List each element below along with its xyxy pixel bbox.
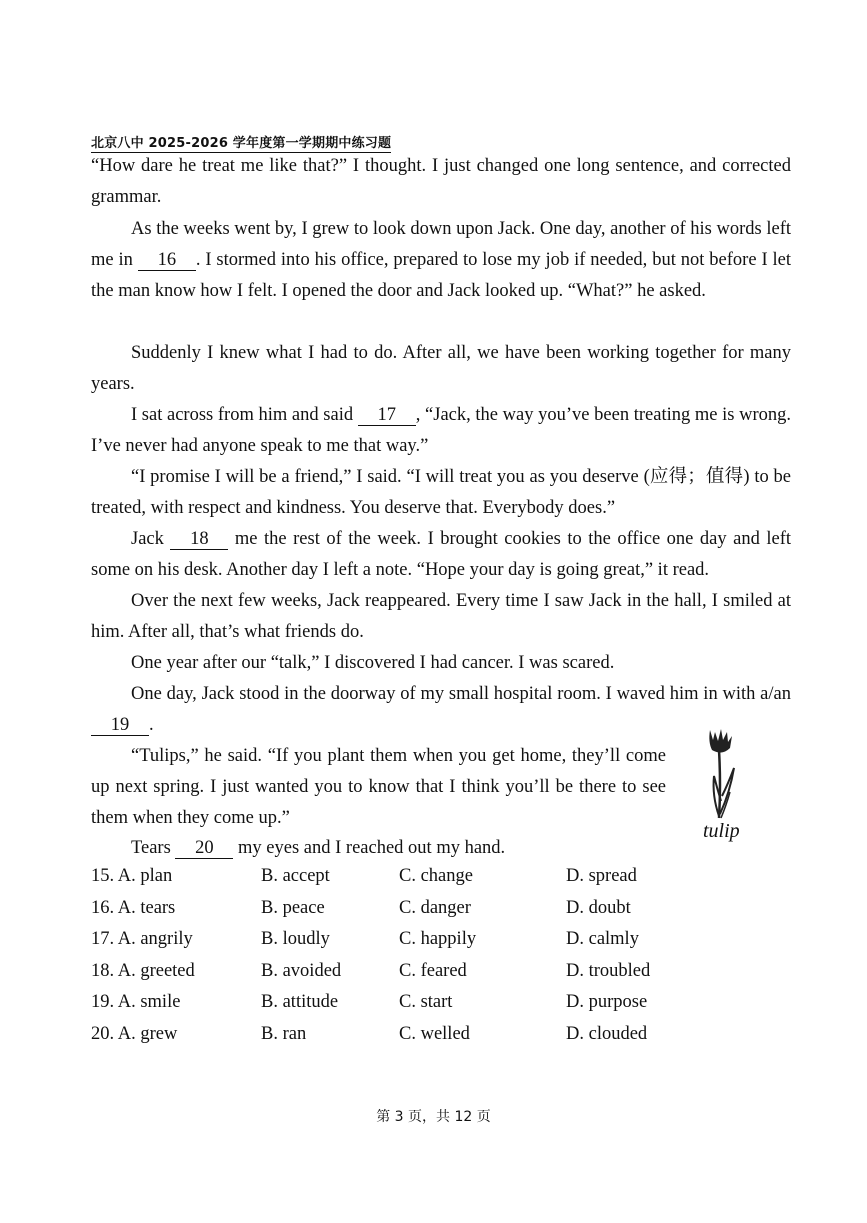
paragraph-9: One day, Jack stood in the doorway of my small hospital room. I waved him in with a/an 19 . <box>91 679 791 741</box>
option-18-a[interactable]: 18. A. greeted <box>91 960 195 981</box>
option-20-c[interactable]: C. welled <box>399 1023 470 1044</box>
paragraph-4: I sat across from him and said 17 , “Jack, the way you’ve been treating me is wrong. I’ve never had anyone speak to me that way.” <box>91 405 792 456</box>
question-15-options <box>91 866 711 898</box>
option-20-b[interactable]: B. ran <box>261 1023 307 1044</box>
question-16-options <box>91 898 711 930</box>
option-17-c[interactable]: C. happily <box>399 929 477 949</box>
option-15-a[interactable]: 15. A. plan <box>91 866 173 886</box>
paragraph-2: As the weeks went by, I grew to look down upon Jack. One day, another of his words left me in 16 . I stormed into his office, prepared to lose my job if needed, but not before I let the man know how I felt. I opened the door and Jack looked up. “What?” he asked. <box>91 219 792 301</box>
blank-18[interactable]: 18 <box>170 529 228 550</box>
option-18-d[interactable]: D. troubled <box>566 960 651 981</box>
option-19-d[interactable]: D. purpose <box>566 992 648 1012</box>
tulip-icon <box>700 726 760 826</box>
blank-20[interactable]: 20 <box>175 838 233 859</box>
option-20-d[interactable]: D. clouded <box>566 1023 648 1044</box>
option-15-c[interactable]: C. change <box>399 866 473 886</box>
tulip-caption: tulip <box>703 820 740 842</box>
option-17-d[interactable]: D. calmly <box>566 929 639 949</box>
paragraph-3: Suddenly I knew what I had to do. After all, we have been working together for many years. <box>91 343 791 394</box>
option-15-b[interactable]: B. accept <box>261 866 330 886</box>
blank-17[interactable]: 17 <box>358 405 416 426</box>
question-20-options <box>91 1024 711 1056</box>
option-15-d[interactable]: D. spread <box>566 866 637 886</box>
paragraph-1: “How dare he treat me like that?” I thought. I just changed one long sentence, and corrected grammar. <box>91 156 791 207</box>
question-19-options <box>91 992 711 1024</box>
blank-19[interactable]: 19 <box>91 715 149 736</box>
page-number-footer: 第 3 页，共 12 页 <box>376 1109 491 1125</box>
option-20-a[interactable]: 20. A. grew <box>91 1023 178 1044</box>
paragraph-10: “Tulips,” he said. “If you plant them when you get home, they’ll come up next spring. I just wanted you to know that I think you’ll be there to see them when they come up.” <box>91 746 666 828</box>
question-17-options <box>91 929 711 961</box>
option-17-a[interactable]: 17. A. angrily <box>91 929 193 949</box>
option-18-c[interactable]: C. feared <box>399 960 467 981</box>
option-16-c[interactable]: C. danger <box>399 897 471 918</box>
paragraph-5: “I promise I will be a friend,” I said. “I will treat you as you deserve (应得；值得) to be treated, with respect and kindness. You deserve that. Everybody does.” <box>91 467 791 518</box>
paragraph-7: Over the next few weeks, Jack reappeared. Every time I saw Jack in the hall, I smiled at him. After all, that’s what friends do. <box>91 591 791 642</box>
option-17-b[interactable]: B. loudly <box>261 929 330 949</box>
option-16-a[interactable]: 16. A. tears <box>91 897 176 918</box>
blank-16[interactable]: 16 <box>138 250 196 271</box>
option-16-b[interactable]: B. peace <box>261 897 325 918</box>
option-19-a[interactable]: 19. A. smile <box>91 992 181 1012</box>
exam-header: 北京八中 2025-2026 学年度第一学期期中练习题 <box>91 132 391 153</box>
paragraph-6: Jack 18 me the rest of the week. I brought cookies to the office one day and left some on his desk. Another day I left a note. “Hope your day is going great,” it read. <box>91 529 791 580</box>
option-16-d[interactable]: D. doubt <box>566 897 631 918</box>
option-18-b[interactable]: B. avoided <box>261 960 342 981</box>
options-list <box>91 866 711 1055</box>
option-19-b[interactable]: B. attitude <box>261 992 339 1012</box>
option-19-c[interactable]: C. start <box>399 992 453 1012</box>
question-18-options <box>91 961 711 993</box>
paragraph-11: Tears 20 my eyes and I reached out my hand. <box>131 838 506 858</box>
paragraph-8: One year after our “talk,” I discovered I had cancer. I was scared. <box>131 653 615 673</box>
